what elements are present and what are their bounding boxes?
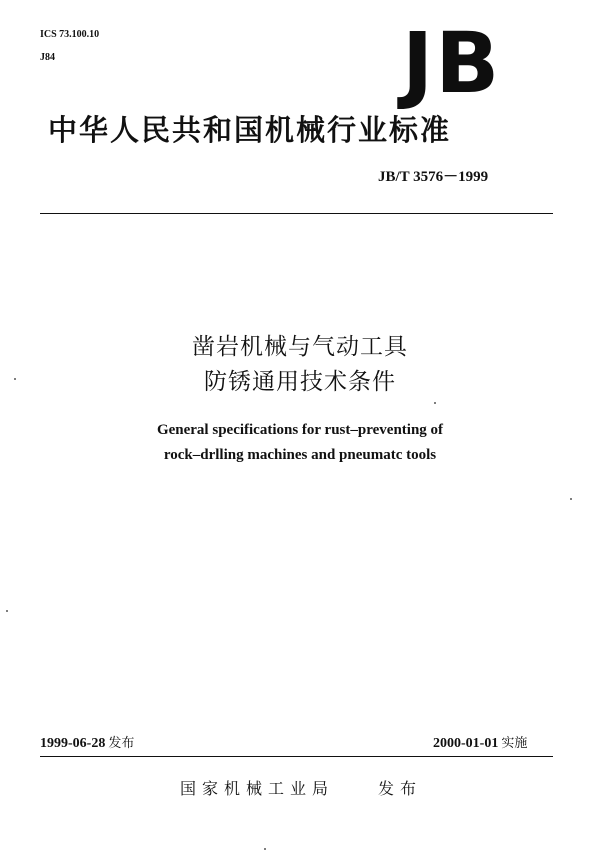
publish-label: 发布 [108, 736, 135, 751]
document-title-cn-line1: 凿岩机械与气动工具 [192, 334, 408, 360]
scan-speck [14, 378, 16, 380]
scan-speck [570, 498, 572, 500]
top-divider [40, 213, 553, 214]
jb-logo: JB [402, 14, 502, 112]
scan-speck [434, 402, 436, 404]
classification-code: J84 [40, 52, 55, 63]
scan-speck [6, 610, 8, 612]
industry-standard-heading: 中华人民共和国机械行业标准 [48, 113, 452, 147]
issuing-authority: 国家机械工业局 [180, 779, 335, 798]
effective-date-value: 2000-01-01 [433, 736, 499, 751]
standard-number: JB/T 3576－1999 [378, 169, 489, 185]
publish-date-value: 1999-06-28 [40, 736, 106, 751]
issuing-action: 发布 [378, 779, 423, 798]
effective-label: 实施 [501, 736, 528, 751]
document-title-en-line1: General specifications for rust–preventing of [156, 422, 444, 438]
ics-code: ICS 73.100.10 [40, 29, 100, 40]
document-title-cn-line2: 防锈通用技术条件 [204, 369, 396, 395]
effective-date [433, 735, 527, 753]
publish-date [40, 735, 134, 753]
scan-speck [264, 848, 266, 850]
document-title-en-line2: rock–drlling machines and pneumatc tools [163, 447, 437, 463]
bottom-divider [40, 756, 553, 757]
